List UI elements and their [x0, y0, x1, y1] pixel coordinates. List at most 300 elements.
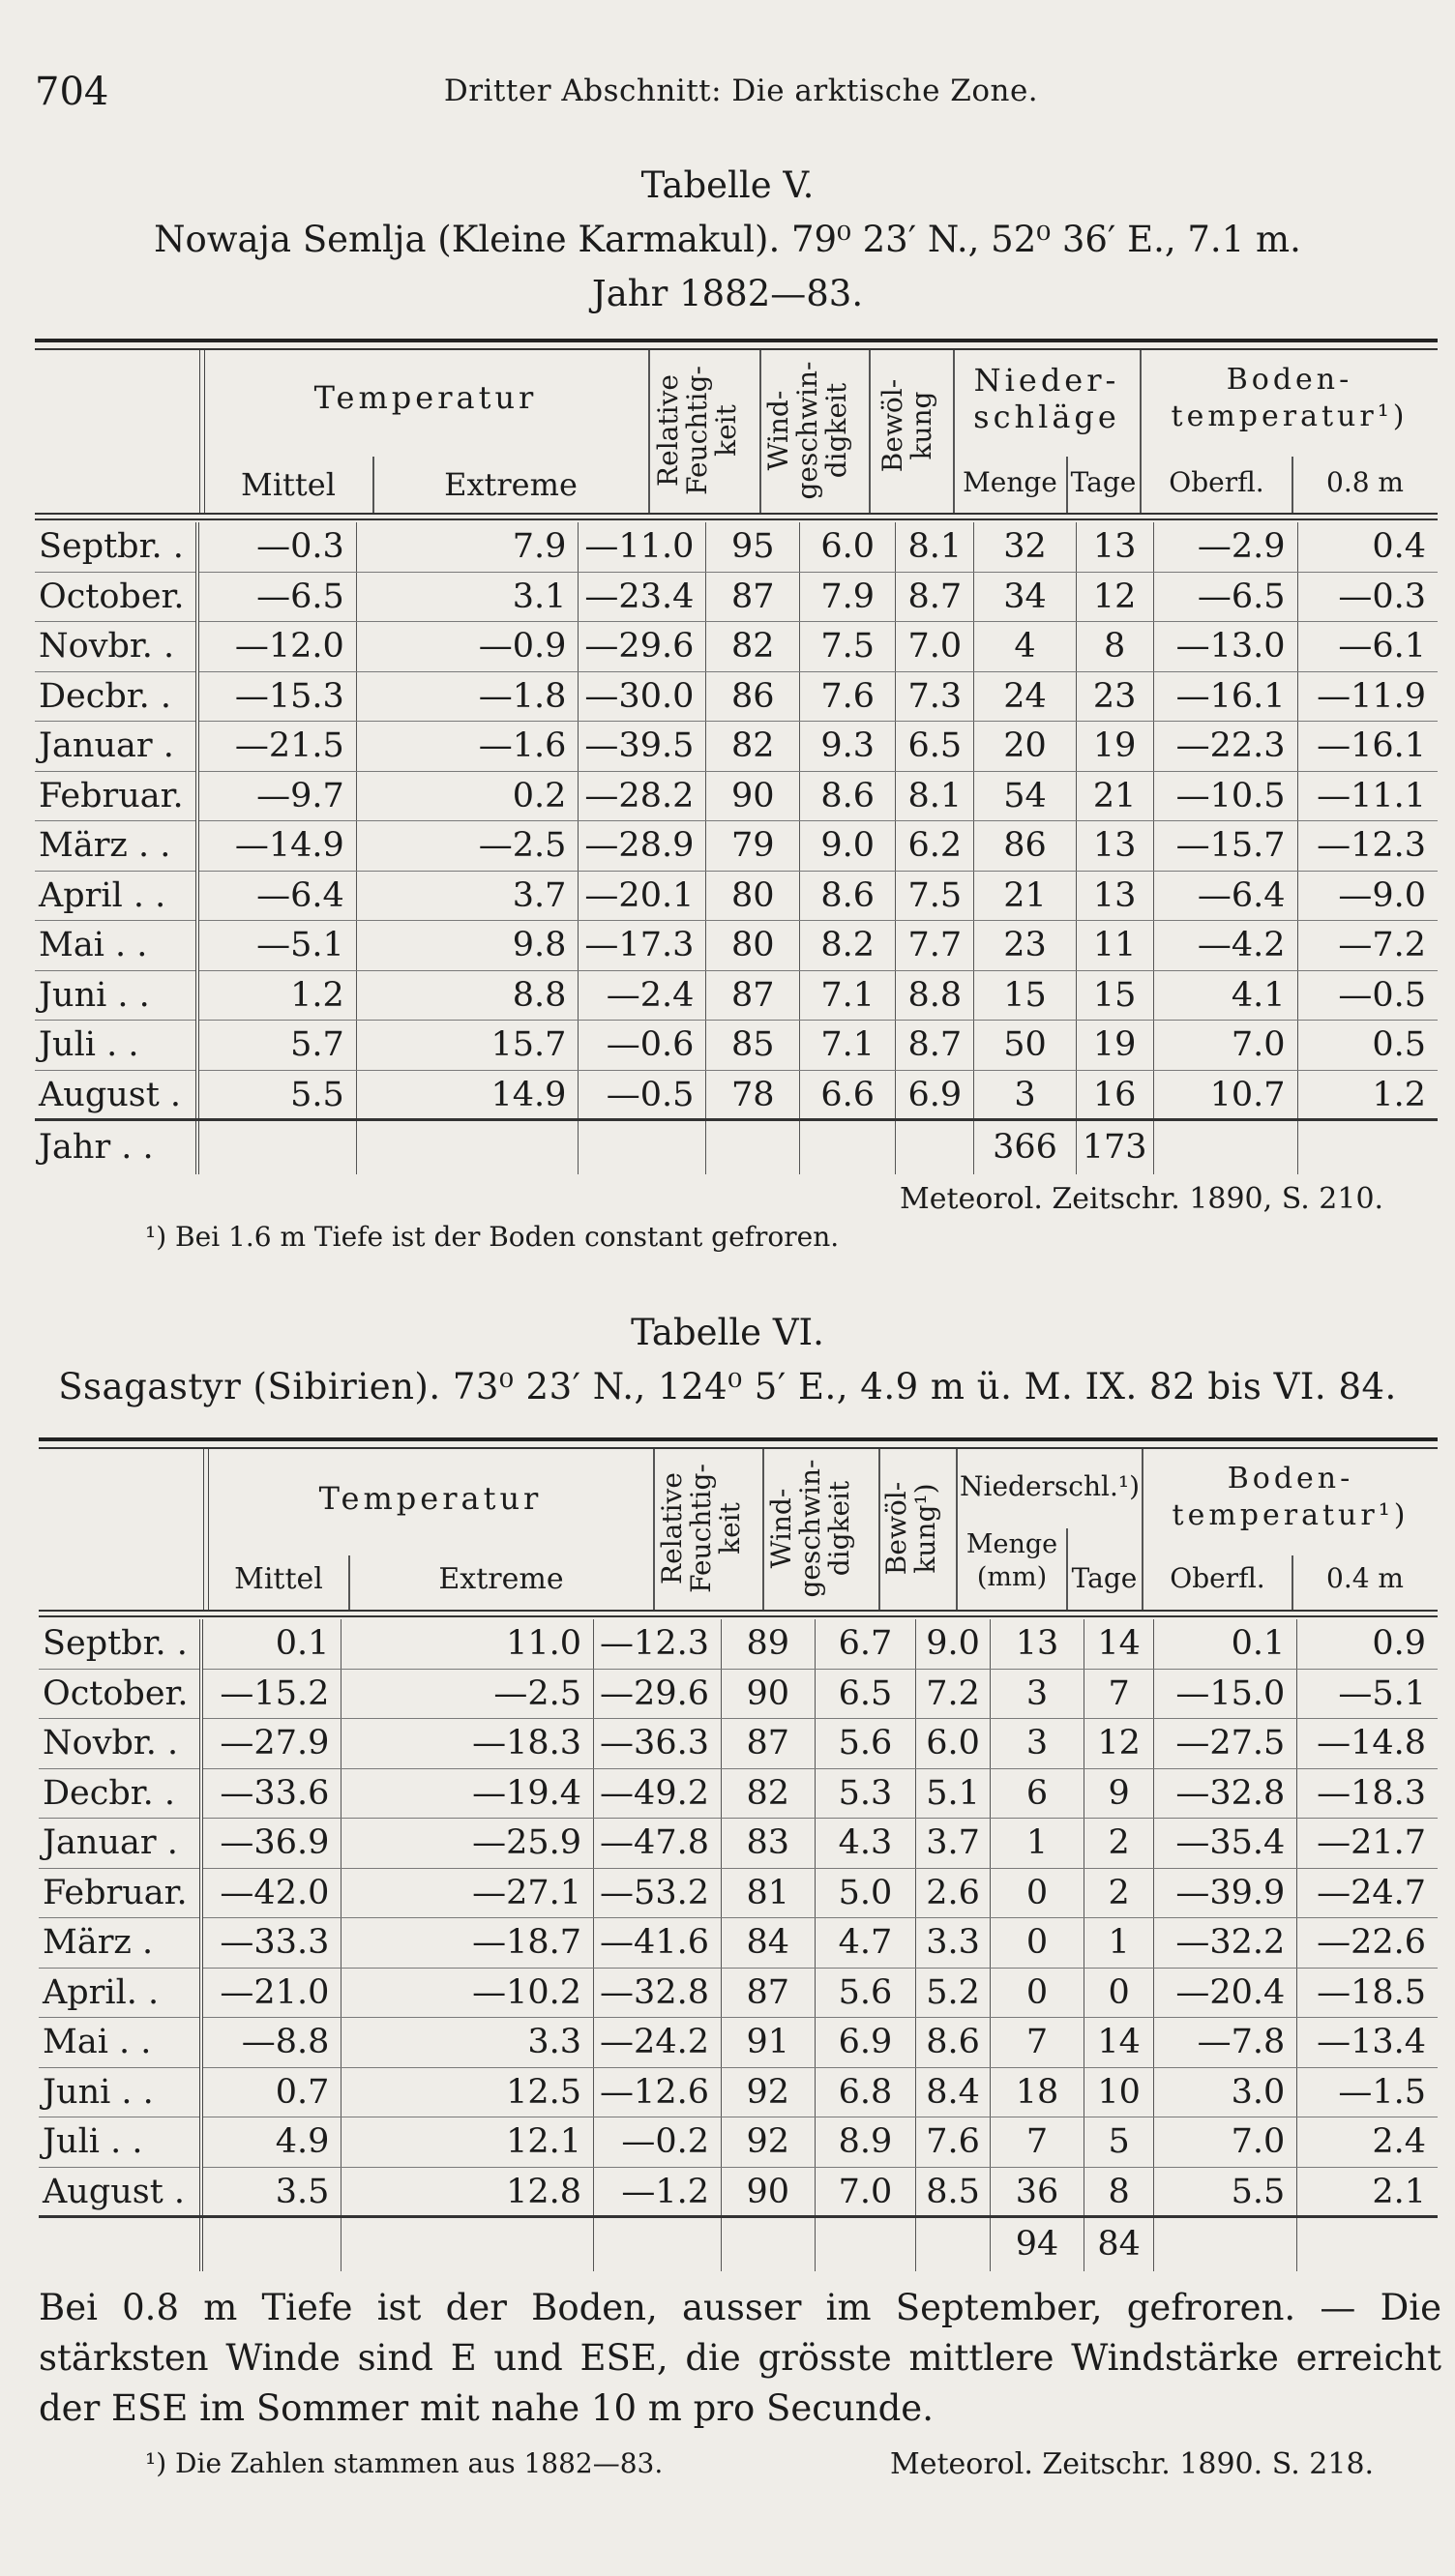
table5-location: Nowaja Semlja (Kleine Karmakul). 79⁰ 23′ N., 52⁰ 36′ E., 7.1 m.: [154, 219, 1301, 260]
table-cell: —11.1: [1297, 771, 1438, 821]
table-cell: 91: [721, 2018, 815, 2068]
table5-header-oberfl: Oberfl.: [1169, 466, 1264, 498]
table-cell: —18.7: [341, 1918, 594, 1969]
table-cell: —30.0: [579, 671, 706, 722]
table-cell: 13: [1076, 522, 1153, 572]
table5-header-bodentemp: Boden- temperatur¹): [1171, 363, 1409, 433]
table-cell: 15: [1076, 970, 1153, 1021]
table6-header-wind: Wind- geschwin- digkeit: [765, 1459, 855, 1598]
table-cell: 92: [721, 2067, 815, 2117]
table6-header-bewoelkung: Bewöl- kung¹): [880, 1481, 941, 1576]
table-cell: 7.3: [896, 671, 974, 722]
table-row: [39, 2167, 1438, 2217]
table5-period: Jahr 1882—83.: [591, 273, 864, 314]
table-cell: 2: [1084, 1819, 1154, 1869]
table-cell: 0.9: [1297, 1619, 1438, 1669]
table-cell: 3.5: [201, 2167, 341, 2217]
total-row: [35, 1120, 1438, 1175]
table-cell: 7.5: [800, 622, 896, 672]
table-cell: 15: [974, 970, 1076, 1021]
row-label: Juli . .: [35, 1021, 197, 1071]
table-cell: [815, 2217, 916, 2272]
table-cell: —29.6: [594, 1669, 722, 1719]
table6-header-oberfl: Oberfl.: [1170, 1562, 1265, 1594]
table-cell: 23: [1076, 671, 1153, 722]
row-label: April. .: [39, 1968, 201, 2018]
table-cell: 6.5: [896, 722, 974, 772]
table-cell: —20.4: [1154, 1968, 1297, 2018]
total-menge: 94: [990, 2217, 1084, 2272]
table-cell: 8.6: [916, 2018, 991, 2068]
table-row: [39, 1669, 1438, 1719]
table-cell: 6.0: [800, 522, 896, 572]
table-cell: —12.3: [594, 1619, 722, 1669]
table-cell: —32.2: [1154, 1918, 1297, 1969]
table-cell: 86: [706, 671, 800, 722]
table-cell: —23.4: [579, 572, 706, 622]
table-row: [35, 921, 1438, 971]
table-row: [35, 572, 1438, 622]
table6-header-divider: [762, 1449, 764, 1612]
table-cell: —32.8: [594, 1968, 722, 2018]
total-tage: 173: [1076, 1120, 1153, 1175]
table-cell: —27.9: [201, 1719, 341, 1769]
row-label: Mai . .: [39, 2018, 201, 2068]
table6-header-divider: [653, 1449, 655, 1612]
table-cell: 5.1: [916, 1768, 991, 1819]
table-cell: [721, 2217, 815, 2272]
table-cell: 13: [1076, 821, 1153, 872]
table-cell: 83: [721, 1819, 815, 1869]
row-label: October.: [35, 572, 197, 622]
table-cell: —33.6: [201, 1768, 341, 1819]
table-cell: 8.6: [800, 871, 896, 921]
table-row: [39, 1619, 1438, 1669]
table-row: [35, 522, 1438, 572]
table-cell: 3: [990, 1669, 1084, 1719]
table-cell: 92: [721, 2117, 815, 2168]
table-cell: 0: [990, 1968, 1084, 2018]
table-cell: 84: [721, 1918, 815, 1969]
table-cell: 1.2: [1297, 1070, 1438, 1120]
table-row: [35, 970, 1438, 1021]
row-label: Septbr. .: [39, 1619, 201, 1669]
total-row: [39, 2217, 1438, 2272]
table-cell: 3.3: [341, 2018, 594, 2068]
table-cell: —21.0: [201, 1968, 341, 2018]
table-cell: —28.2: [579, 771, 706, 821]
table-cell: —42.0: [201, 1868, 341, 1918]
table6-header-extreme: Extreme: [438, 1562, 564, 1596]
table-cell: 6.8: [815, 2067, 916, 2117]
table-cell: —36.9: [201, 1819, 341, 1869]
table-cell: 6.6: [800, 1070, 896, 1120]
table5-header-niederschlaege: Nieder- schläge: [973, 362, 1120, 435]
table-cell: 3.7: [916, 1819, 991, 1869]
table-cell: —1.8: [356, 671, 579, 722]
table-cell: [594, 2217, 722, 2272]
table-cell: —0.3: [1297, 572, 1438, 622]
table-cell: 14: [1084, 1619, 1154, 1669]
table-cell: 80: [706, 871, 800, 921]
table-cell: 6.9: [896, 1070, 974, 1120]
table-cell: 8.1: [896, 771, 974, 821]
table6-header-menge: Menge (mm): [965, 1529, 1058, 1592]
table-cell: 7.6: [800, 671, 896, 722]
running-head: [35, 70, 1447, 116]
table-cell: 7.0: [1153, 1021, 1297, 1071]
table-cell: 3: [974, 1070, 1076, 1120]
table-cell: 5.3: [815, 1768, 916, 1819]
table-cell: [1153, 1120, 1297, 1175]
table-cell: 87: [721, 1719, 815, 1769]
table-cell: 9.8: [356, 921, 579, 971]
table-cell: —6.5: [197, 572, 357, 622]
table-cell: 90: [706, 771, 800, 821]
table-row: [39, 1918, 1438, 1969]
table-cell: —39.9: [1154, 1868, 1297, 1918]
table-cell: —4.2: [1153, 921, 1297, 971]
table-cell: 8.4: [916, 2067, 991, 2117]
table-cell: —7.8: [1154, 2018, 1297, 2068]
table-row: [35, 1070, 1438, 1120]
table-cell: 0.1: [1154, 1619, 1297, 1669]
table-cell: 2.4: [1297, 2117, 1438, 2168]
total-menge: 366: [974, 1120, 1076, 1175]
table5-footnote: ¹) Bei 1.6 m Tiefe ist der Boden constant gefroren.: [145, 1221, 840, 1253]
table-cell: 5.2: [916, 1968, 991, 2018]
table-cell: 8: [1076, 622, 1153, 672]
table6-header-bodentemp: Boden- temperatur¹): [1172, 1462, 1410, 1532]
table6-location: Ssagastyr (Sibirien). 73⁰ 23′ N., 124⁰ 5′ E., 4.9 m ü. M. IX. 82 bis VI. 84.: [58, 1366, 1397, 1407]
table-cell: 7.9: [356, 522, 579, 572]
table-cell: 8.9: [815, 2117, 916, 2168]
table-cell: 3: [990, 1719, 1084, 1769]
table-cell: 21: [974, 871, 1076, 921]
table-cell: —53.2: [594, 1868, 722, 1918]
table5-header-menge: Menge: [963, 466, 1057, 498]
row-label: Januar .: [39, 1819, 201, 1869]
table-cell: 7: [990, 2117, 1084, 2168]
table-cell: 8.7: [896, 1021, 974, 1071]
table6-header-tage: Tage: [1071, 1562, 1138, 1594]
table5-top-rule: [35, 339, 1438, 342]
table5-caption: Tabelle V.: [640, 164, 815, 206]
table5-header-divider: [759, 350, 761, 515]
table-cell: —13.4: [1297, 2018, 1438, 2068]
table-cell: 14: [1084, 2018, 1154, 2068]
table-cell: 11: [1076, 921, 1153, 971]
table-cell: 5.7: [197, 1021, 357, 1071]
table5-body: [35, 522, 1438, 1174]
table-cell: 7.2: [916, 1669, 991, 1719]
table-cell: —10.5: [1153, 771, 1297, 821]
table-cell: 4: [974, 622, 1076, 672]
table-cell: 23: [974, 921, 1076, 971]
table-cell: —2.5: [341, 1669, 594, 1719]
table-cell: —15.7: [1153, 821, 1297, 872]
table-cell: —7.2: [1297, 921, 1438, 971]
table-cell: —24.7: [1297, 1868, 1438, 1918]
table-cell: 2.1: [1297, 2167, 1438, 2217]
total-label: [39, 2217, 201, 2272]
table-cell: 4.3: [815, 1819, 916, 1869]
table6-header-feuchtigkeit: Relative Feuchtig- keit: [656, 1464, 746, 1593]
row-label: August .: [35, 1070, 197, 1120]
table-cell: 7.0: [896, 622, 974, 672]
table-cell: —33.3: [201, 1918, 341, 1969]
table6-paragraph: Bei 0.8 m Tiefe ist der Boden, ausser im September, gefroren. — Die stärksten Winde sind E und ESE, die grösste mittlere Windstärke erreicht der ESE im Sommer mit nahe 10 m pro Secunde.: [39, 2287, 1441, 2429]
table-cell: —49.2: [594, 1768, 722, 1819]
table-cell: 0.1: [201, 1619, 341, 1669]
table-row: [39, 2018, 1438, 2068]
table-cell: 79: [706, 821, 800, 872]
table-cell: —2.9: [1153, 522, 1297, 572]
table-cell: 8.7: [896, 572, 974, 622]
table-cell: 0.7: [201, 2067, 341, 2117]
table-cell: 19: [1076, 1021, 1153, 1071]
table-cell: 0.4: [1297, 522, 1438, 572]
table-cell: —0.5: [579, 1070, 706, 1120]
table-cell: 5.5: [1154, 2167, 1297, 2217]
table-cell: —15.3: [197, 671, 357, 722]
table-cell: 50: [974, 1021, 1076, 1071]
table-cell: 10: [1084, 2067, 1154, 2117]
table-cell: 87: [721, 1968, 815, 2018]
table-cell: 9.3: [800, 722, 896, 772]
table-cell: 9.0: [800, 821, 896, 872]
table-cell: 7.5: [896, 871, 974, 921]
table-cell: 54: [974, 771, 1076, 821]
table-cell: —20.1: [579, 871, 706, 921]
table-cell: 8.8: [896, 970, 974, 1021]
row-label: März .: [39, 1918, 201, 1969]
table-cell: —36.3: [594, 1719, 722, 1769]
table-cell: —25.9: [341, 1819, 594, 1869]
table-cell: 19: [1076, 722, 1153, 772]
table5-header-tage: Tage: [1070, 466, 1137, 498]
table-cell: 3.1: [356, 572, 579, 622]
table-cell: 3.7: [356, 871, 579, 921]
table-cell: 16: [1076, 1070, 1153, 1120]
table-cell: —18.3: [341, 1719, 594, 1769]
table-cell: —17.3: [579, 921, 706, 971]
table-row: [35, 622, 1438, 672]
table-cell: 11.0: [341, 1619, 594, 1669]
table-cell: 6.2: [896, 821, 974, 872]
table6-top-rule: [39, 1437, 1438, 1441]
table-cell: —12.3: [1297, 821, 1438, 872]
table-cell: [341, 2217, 594, 2272]
table-cell: 1: [990, 1819, 1084, 1869]
table-cell: —27.1: [341, 1868, 594, 1918]
table6-header-rule: [39, 1610, 1438, 1612]
table-cell: —16.1: [1153, 671, 1297, 722]
row-label: Juni . .: [39, 2067, 201, 2117]
table-cell: [916, 2217, 991, 2272]
total-rule: [35, 1118, 1438, 1121]
table-cell: —19.4: [341, 1768, 594, 1819]
row-label: Mai . .: [35, 921, 197, 971]
table-cell: —15.2: [201, 1669, 341, 1719]
table-cell: —0.6: [579, 1021, 706, 1071]
table-cell: —47.8: [594, 1819, 722, 1869]
table-cell: —28.9: [579, 821, 706, 872]
table-cell: 6: [990, 1768, 1084, 1819]
table-cell: 12.8: [341, 2167, 594, 2217]
table-cell: [1297, 1120, 1438, 1175]
table-cell: —0.3: [197, 522, 357, 572]
table-cell: —21.7: [1297, 1819, 1438, 1869]
table6-source: Meteorol. Zeitschr. 1890. S. 218.: [890, 2447, 1375, 2481]
table-cell: 78: [706, 1070, 800, 1120]
table-cell: 12: [1076, 572, 1153, 622]
table-cell: 1: [1084, 1918, 1154, 1969]
table-cell: —18.5: [1297, 1968, 1438, 2018]
table-cell: 86: [974, 821, 1076, 872]
table-cell: —9.7: [197, 771, 357, 821]
table-cell: 10.7: [1153, 1070, 1297, 1120]
row-label: Februar.: [35, 771, 197, 821]
table-cell: —32.8: [1154, 1768, 1297, 1819]
row-label: Januar .: [35, 722, 197, 772]
table-row: [39, 1719, 1438, 1769]
table-cell: —11.0: [579, 522, 706, 572]
row-label: August .: [39, 2167, 201, 2217]
table-cell: —2.5: [356, 821, 579, 872]
table-cell: —22.6: [1297, 1918, 1438, 1969]
row-label: Februar.: [39, 1868, 201, 1918]
table-cell: 8.5: [916, 2167, 991, 2217]
table-cell: 15.7: [356, 1021, 579, 1071]
table-cell: —6.1: [1297, 622, 1438, 672]
table-cell: 7.1: [800, 1021, 896, 1071]
table-cell: 87: [706, 572, 800, 622]
table-cell: 0: [1084, 1968, 1154, 2018]
table-cell: 7.0: [815, 2167, 916, 2217]
table5-header-tiefe: 0.8 m: [1326, 466, 1404, 498]
table-cell: 0: [990, 1868, 1084, 1918]
table-cell: 13: [990, 1619, 1084, 1669]
table-cell: 7.6: [916, 2117, 991, 2168]
table-row: [39, 2067, 1438, 2117]
table-cell: —5.1: [1297, 1669, 1438, 1719]
table-cell: 8.8: [356, 970, 579, 1021]
table-cell: —10.2: [341, 1968, 594, 2018]
table-cell: —5.1: [197, 921, 357, 971]
table6-header-rule: [39, 1615, 1438, 1617]
table-cell: 34: [974, 572, 1076, 622]
table-cell: —14.8: [1297, 1719, 1438, 1769]
table-cell: 14.9: [356, 1070, 579, 1120]
table-cell: 7: [990, 2018, 1084, 2068]
row-label: Novbr. .: [39, 1719, 201, 1769]
total-label: Jahr . .: [39, 1128, 154, 1167]
table-cell: —14.9: [197, 821, 357, 872]
table-row: [35, 1021, 1438, 1071]
table-cell: —1.5: [1297, 2067, 1438, 2117]
table-cell: 90: [721, 2167, 815, 2217]
table-cell: —6.5: [1153, 572, 1297, 622]
table-cell: —0.2: [594, 2117, 722, 2168]
table-cell: 36: [990, 2167, 1084, 2217]
table-cell: —13.0: [1153, 622, 1297, 672]
table-cell: 0: [990, 1918, 1084, 1969]
table6-header-niederschlaege: Niederschl.¹): [960, 1470, 1140, 1502]
table-cell: 87: [706, 970, 800, 1021]
table-cell: —0.5: [1297, 970, 1438, 1021]
table-cell: 5.0: [815, 1868, 916, 1918]
table-cell: 8: [1084, 2167, 1154, 2217]
table-cell: —0.9: [356, 622, 579, 672]
table-cell: 7: [1084, 1669, 1154, 1719]
table-cell: 3.3: [916, 1918, 991, 1969]
table-cell: —21.5: [197, 722, 357, 772]
table-cell: 8.1: [896, 522, 974, 572]
table-row: [35, 821, 1438, 872]
table-cell: 4.1: [1153, 970, 1297, 1021]
table-row: [35, 722, 1438, 772]
table-cell: 4.7: [815, 1918, 916, 1969]
table-cell: 20: [974, 722, 1076, 772]
table-row: [39, 2117, 1438, 2168]
table-cell: —12.6: [594, 2067, 722, 2117]
total-rule: [39, 2215, 1438, 2218]
table-cell: —18.3: [1297, 1768, 1438, 1819]
total-tage: 84: [1084, 2217, 1154, 2272]
table-cell: —9.0: [1297, 871, 1438, 921]
table-cell: 3.0: [1154, 2067, 1297, 2117]
table-cell: 12.1: [341, 2117, 594, 2168]
row-label: Decbr. .: [39, 1768, 201, 1819]
table-cell: [800, 1120, 896, 1175]
table-cell: 82: [706, 722, 800, 772]
table-cell: 12: [1084, 1719, 1154, 1769]
table-cell: —29.6: [579, 622, 706, 672]
table-cell: 4.9: [201, 2117, 341, 2168]
running-title: Dritter Abschnitt: Die arktische Zone.: [443, 74, 1039, 108]
table-cell: 7.7: [896, 921, 974, 971]
row-label: Novbr. .: [35, 622, 197, 672]
table-cell: 5.5: [197, 1070, 357, 1120]
table-cell: —15.0: [1154, 1669, 1297, 1719]
table-cell: [1154, 2217, 1297, 2272]
table-cell: —16.1: [1297, 722, 1438, 772]
table-cell: 85: [706, 1021, 800, 1071]
table5-header-divider: [869, 350, 871, 515]
table-cell: 0.5: [1297, 1021, 1438, 1071]
table-cell: 95: [706, 522, 800, 572]
row-label: Septbr. .: [35, 522, 197, 572]
table5-header-feuchtigkeit: Relative Feuchtig- keit: [652, 366, 742, 495]
table-cell: [579, 1120, 706, 1175]
table-cell: 7.9: [800, 572, 896, 622]
table-cell: —41.6: [594, 1918, 722, 1969]
table-cell: 18: [990, 2067, 1084, 2117]
table-cell: 2.6: [916, 1868, 991, 1918]
table-cell: —39.5: [579, 722, 706, 772]
table5-header-temperatur: Temperatur: [313, 379, 538, 416]
row-label: October.: [39, 1669, 201, 1719]
table-cell: 13: [1076, 871, 1153, 921]
table5-header-rule: [35, 513, 1438, 515]
table-cell: 21: [1076, 771, 1153, 821]
table-cell: [896, 1120, 974, 1175]
table-cell: 82: [706, 622, 800, 672]
table6-top-rule-thin: [39, 1447, 1438, 1449]
table6-header-temperatur: Temperatur: [318, 1480, 543, 1517]
table-row: [35, 671, 1438, 722]
